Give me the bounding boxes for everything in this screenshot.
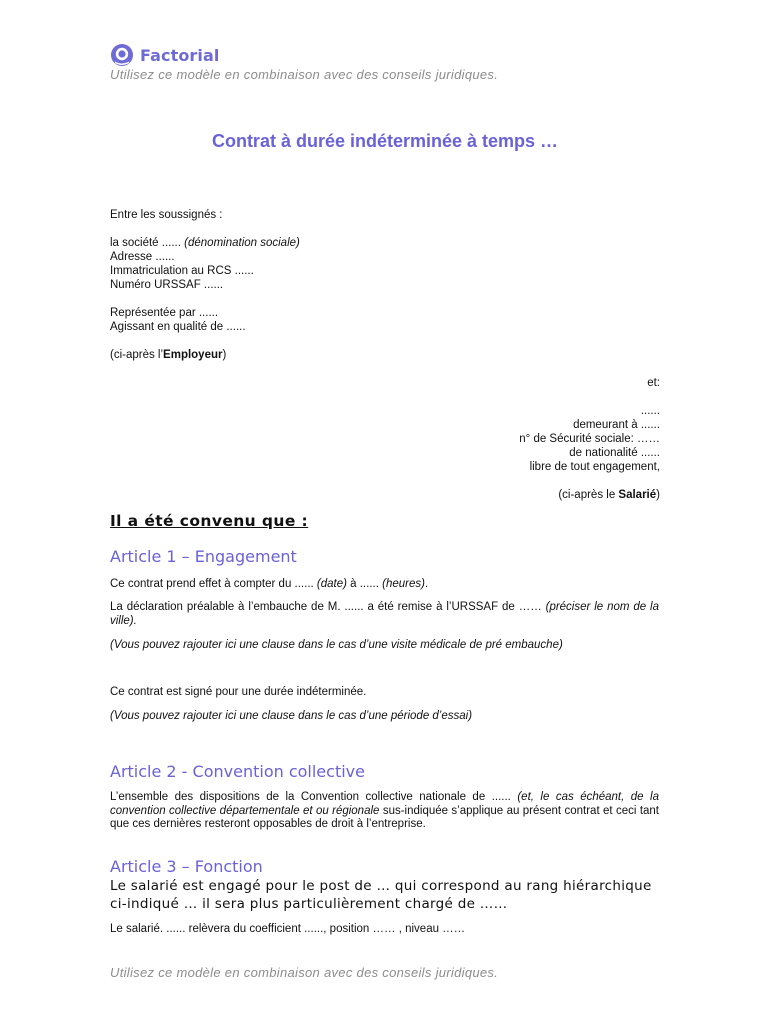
employee-free: libre de tout engagement, xyxy=(529,461,660,473)
article-3-title: Article 3 – Fonction xyxy=(110,857,263,876)
declaration-part-b: (préciser le nom de la ville). xyxy=(110,601,659,627)
agreed-heading: Il a été convenu que : xyxy=(110,512,309,530)
convention-part-c: sus-indiquée s’applique au présent contrat et ceci tant que ces dernières resteront opposables de droit à l’entreprise. xyxy=(110,804,659,830)
effect-part-b: (date) xyxy=(316,578,347,590)
company-urssaf: Numéro URSSAF ...... xyxy=(110,279,224,291)
parties-intro: Entre les soussignés : xyxy=(110,209,223,221)
employee-social-security: n° de Sécurité sociale: …… xyxy=(519,433,660,445)
article-1-medical-note xyxy=(110,638,563,652)
factorial-logo-icon xyxy=(110,43,134,67)
employer-suffix: ) xyxy=(222,349,227,361)
employer-prefix: (ci-après l’ xyxy=(110,349,164,361)
medical-note-text: (Vous pouvez rajouter ici une clause dans le cas d’une visite médicale de pré embauche) xyxy=(110,639,563,651)
company-name-note: (dénomination sociale) xyxy=(184,237,300,249)
employee-residence: demeurant à ...... xyxy=(573,419,660,431)
employee-suffix: ) xyxy=(656,489,660,501)
company-name-prefix: la société ...... xyxy=(110,237,185,249)
declaration-part-a: La déclaration préalable à l’embauche de M. ...... a été remise à l’URSSAF de …… xyxy=(110,601,546,613)
article-1-declaration xyxy=(110,601,659,628)
represented-by: Représentée par ...... xyxy=(110,307,219,319)
brand-logo xyxy=(110,42,219,68)
acting-as: Agissant en qualité de ...... xyxy=(110,321,246,333)
document-title: Contrat à durée indéterminée à temps … xyxy=(211,131,559,151)
employee-name: ...... xyxy=(640,405,660,417)
disclaimer-bottom: Utilisez ce modèle en combinaison avec des conseils juridiques. xyxy=(110,965,499,980)
article-1-trial-note xyxy=(110,709,472,723)
employee-designation xyxy=(558,488,660,502)
effect-part-d: (heures) xyxy=(382,578,425,590)
article-1-duration: Ce contrat est signé pour une durée indéterminée. xyxy=(110,686,367,698)
employer-word: Employeur xyxy=(163,349,223,361)
brand-name: Factorial xyxy=(140,45,220,65)
employee-prefix: (ci-après le xyxy=(558,489,619,501)
employer-designation xyxy=(110,348,226,362)
employee-nationality: de nationalité ...... xyxy=(569,447,660,459)
convention-part-b: (et, le cas échéant, de la convention collective départementale et ou régionale xyxy=(110,791,659,817)
article-3-coefficient: Le salarié. ...... relèvera du coefficient ......, position …… , niveau …… xyxy=(110,923,466,935)
trial-note-text: (Vous pouvez rajouter ici une clause dans le cas d’une période d’essai) xyxy=(110,710,473,722)
disclaimer-top: Utilisez ce modèle en combinaison avec des conseils juridiques. xyxy=(110,67,499,82)
article-2-text xyxy=(110,791,659,832)
article-1-title: Article 1 – Engagement xyxy=(110,547,297,566)
article-1-effect xyxy=(110,577,428,591)
effect-part-c: à ...... xyxy=(346,578,383,590)
and-label: et: xyxy=(647,377,660,389)
article-2-title: Article 2 - Convention collective xyxy=(110,762,365,781)
company-name-line xyxy=(110,236,300,250)
company-rcs: Immatriculation au RCS ...... xyxy=(110,265,254,277)
effect-part-a: Ce contrat prend effet à compter du ...... xyxy=(110,578,317,590)
convention-part-a: L’ensemble des dispositions de la Convention collective nationale de ...... xyxy=(110,791,518,803)
article-3-post: Le salarié est engagé pour le post de … qui correspond au rang hiérarchique ci-indiqué … il sera plus particulièrement chargé de …… xyxy=(110,878,652,912)
effect-part-e: . xyxy=(424,578,429,590)
employee-word: Salarié xyxy=(618,489,657,501)
company-address: Adresse ...... xyxy=(110,251,175,263)
